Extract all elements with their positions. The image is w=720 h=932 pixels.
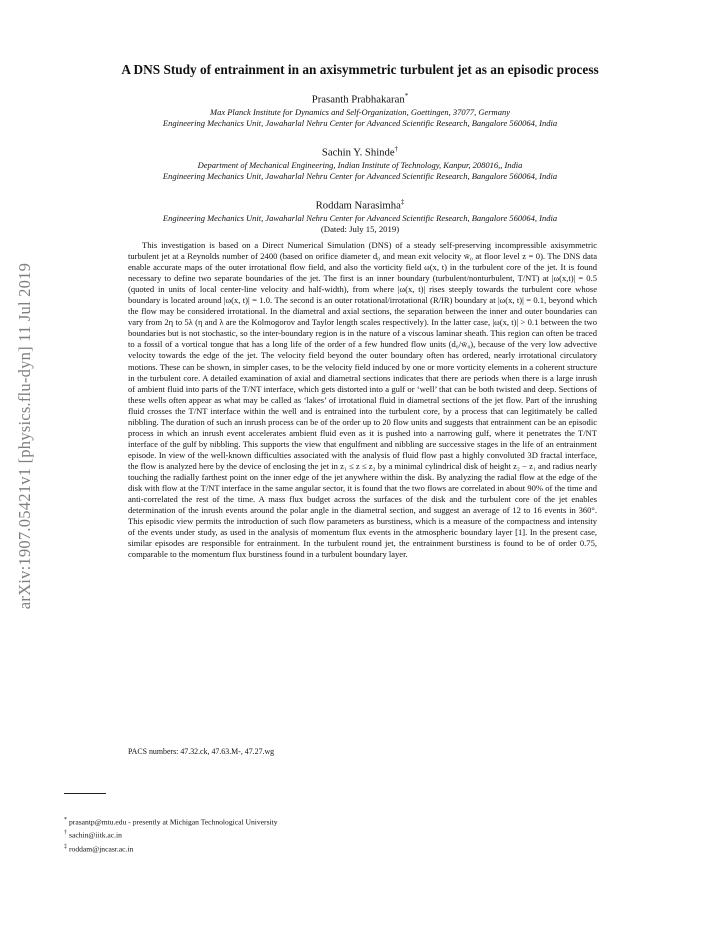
author-block-1 (60, 90, 660, 129)
author-block-3 (60, 196, 660, 235)
paper-title: A DNS Study of entrainment in an axisymmetric turbulent jet as an episodic process (121, 62, 599, 77)
author-name: Prasanth Prabhakaran* (311, 92, 409, 106)
affiliation: Department of Mechanical Engineering, Indian Institute of Technology, Kanpur, 208016,, India (197, 159, 523, 170)
footnote-mark: ‡ (400, 198, 405, 206)
abstract (128, 240, 597, 560)
affiliation: Engineering Mechanics Unit, Jawaharlal Nehru Center for Advanced Scientific Research, Bangalore 560064, India (162, 212, 558, 223)
arxiv-identifier: arXiv:1907.05421v1 [physics.flu-dyn] 11 Jul 2019 (15, 262, 34, 610)
footnote: * prasantp@mtu.edu - presently at Michigan Technological University (64, 817, 278, 827)
affiliation: Engineering Mechanics Unit, Jawaharlal Nehru Center for Advanced Scientific Research, Bangalore 560064, India (162, 117, 558, 128)
pacs-numbers: PACS numbers: 47.32.ck, 47.63.M-, 47.27.wg (128, 747, 275, 756)
author-name: Sachin Y. Shinde† (321, 145, 399, 159)
footnote-mark: † (394, 145, 399, 153)
affiliation: Max Planck Institute for Dynamics and Self-Organization, Goettingen, 37077, Germany (210, 106, 510, 117)
abstract-text: This investigation is based on a Direct Numerical Simulation (DNS) of a steady self-preserving incompressible axisymmetric turbulent jet at a Reynolds number of 2400 (based on orifice diameter d₀ and mean exit velocity w̄₀ at floor level z = 0). The DNS data enable accurate maps of the outer irrotational flow field, and also the vorticity field ω(x, t) in the turbulent core of the jet. It is found necessary to define two separate boundaries of the jet. The first is an inner boundary (turbulent/nonturbulent, T/NT) at |ω(x,t)| = 0.5 (quoted in units of local center-line velocity and half-width), from where |ω(x, t)| rises steeply towards the turbulent core whose boundary is located around |ω(x, t)| = 1.0. The second is an outer rotational/irrotational (R/IR) boundary at |ω(x, t)| = 0.1, beyond which the flow may be considered irrotational. In the diametral and axial sections, the separation between the inner and outer boundaries can vary from 2η to 5λ (η and λ are the Kolmogorov and Taylor length scales respectively). In the latter case, |ω(x, t)| > 0.1 between the two boundaries but is not stochastic, so the inter-boundary region is in the nature of a viscous laminar sheath. This region can often be traced to a fossil of a vortical tongue that has a long life of the order of a few hundred flow units (d₀/w̄₀), because of the very low advective velocity towards the edge of the jet. The velocity field beyond the outer boundary often has ordered, nearly irrotational circulatory motions. These can be shown, in simpler cases, to be the velocity field induced by one or more vorticity elements in a coherent structure in the turbulent core. A detailed examination of axial and diametral sections indicates that there are periods when there is a large inrush of ambient fluid into parts of the T/NT interface, which gets distorted into a gulf or ‘well’ that can be both twisted and deep. Sections of these wells often appear as what may be called as ‘lakes’ of irrotational fluid in diametral sections of the jet flow. Part of the inrushing fluid crosses the T/NT interface within the well and is entrained into the turbulent core, by a process that can legitimately be called nibbling. The duration of such an inrush process can be of the order up to 20 flow units and suggests that entrainment can be an episodic process in which an inrush event accelerates ambient fluid even as it is pushed into a narrowing gulf, where it penetrates the T/NT interface of the gulf by nibbling. This supports the view that engulfment and nibbling are successive stages in the life of an entrainment episode. In view of the well-known difficulties associated with the analysis of fluid flow past a highly convoluted 3D fractal interface, the flow is analyzed here by the device of enclosing the jet in z₁ ≤ z ≤ z₂ by a minimal cylindrical disk of height z₂ − z₁ and radius nearly touching the radially farthest point on the inner edge of the jet anywhere within the disk. By analyzing the radial flow at the edge of the disk with flow at the T/NT interface in the same angular sector, it is found that the two flows are correlated in about 90% of the time and anti-correlated the rest of the time. A mass flux budget across the surfaces of the disk and the turbulent core of the jet enables determination of the inrush events around the polar angle in the diametral section, and suggest an average of 12 to 16 events in 360°. This episodic view permits the introduction of such flow parameters as burstiness, which is a measure of the compactness and intensity of the events under study, as used in the analysis of momentum flux events in the atmospheric boundary layer [1]. In the present case, similar episodes are responsible for entrainment. In the turbulent round jet, the entrainment burstiness is found to be of order 0.75, comparable to the momentum flux burstiness found in a turbulent boundary layer. (128, 240, 597, 560)
dated-line: (Dated: July 15, 2019) (320, 223, 400, 234)
footnote: ‡ roddam@jncasr.ac.in (64, 843, 134, 854)
affiliation: Engineering Mechanics Unit, Jawaharlal Nehru Center for Advanced Scientific Research, Bangalore 560064, India (162, 170, 558, 181)
footnote-mark: * (404, 92, 409, 100)
author-block-2 (60, 143, 660, 182)
footnote: † sachin@iitk.ac.in (64, 830, 122, 840)
author-name: Roddam Narasimha‡ (315, 198, 405, 212)
footnote-divider (64, 793, 106, 794)
footnotes (64, 815, 278, 855)
